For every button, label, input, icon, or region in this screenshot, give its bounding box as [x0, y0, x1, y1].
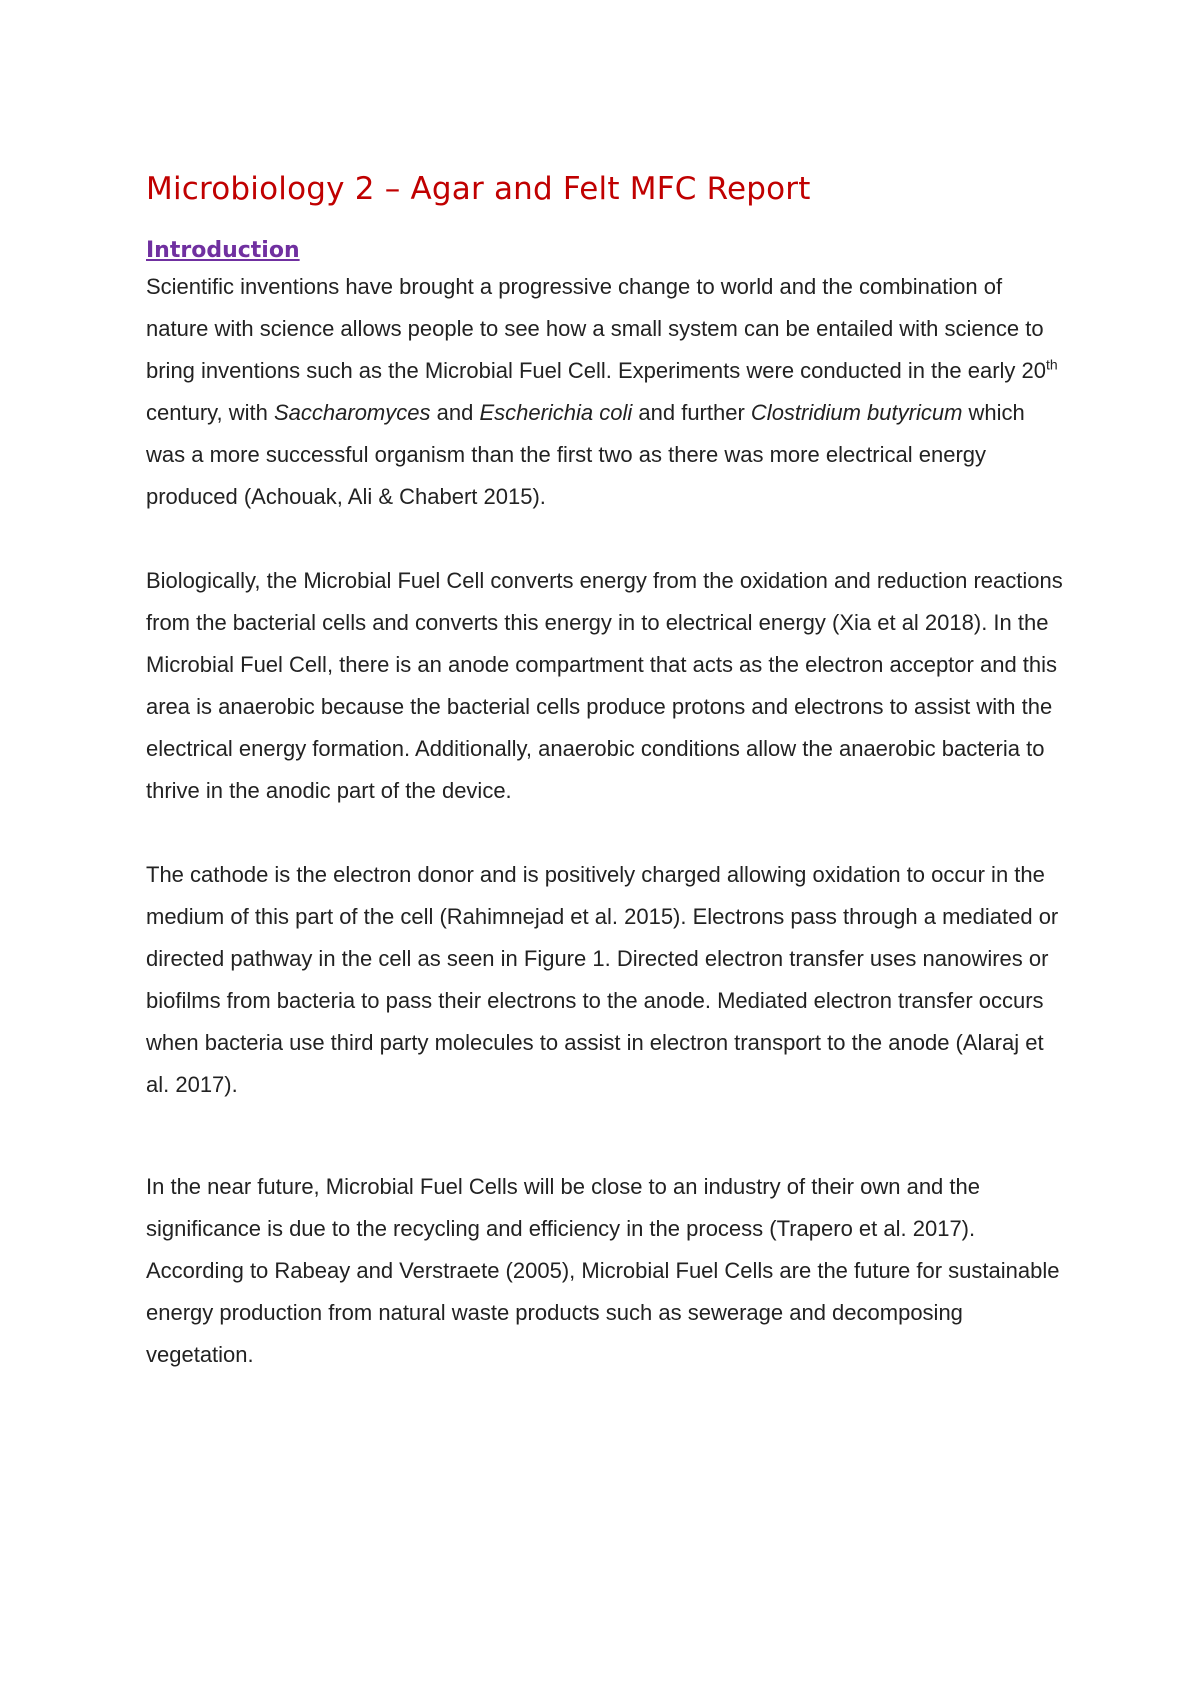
- species-name-escherichia-coli: Escherichia coli: [479, 400, 633, 425]
- section-heading-introduction: Introduction: [146, 238, 300, 263]
- document-title: Microbiology 2 – Agar and Felt MFC Report: [146, 171, 811, 207]
- paragraph-spacer: [146, 518, 1066, 560]
- paragraph-1-text-a: Scientific inventions have brought a progressive change to world and the combination of nature with science allows people to see how a small system can be entailed with science to bring inventions such as the Microbial Fuel Cell. Experiments were conducted in the early 20: [146, 274, 1047, 383]
- paragraph-2: Biologically, the Microbial Fuel Cell converts energy from the oxidation and reduction reactions from the bacterial cells and converts this energy in to electrical energy (Xia et al 2018). In the Microbial Fuel Cell, there is an anode compartment that acts as the electron acceptor and this area is anaerobic because the bacterial cells produce protons and electrons to assist with the electrical energy formation. Additionally, anaerobic conditions allow the anaerobic bacteria to thrive in the anodic part of the device.: [146, 568, 1063, 803]
- species-name-clostridium-butyricum: Clostridium butyricum: [750, 400, 963, 425]
- document-content: [146, 168, 1066, 1376]
- paragraph-4: In the near future, Microbial Fuel Cells will be close to an industry of their own and the significance is due to the recycling and efficiency in the process (Trapero et al. 2017). According to Rabeay and Verstraete (2005), Microbial Fuel Cells are the future for sustainable energy production from natural waste products such as sewerage and decomposing vegetation.: [146, 1174, 1060, 1367]
- paragraph-3: The cathode is the electron donor and is positively charged allowing oxidation to occur in the medium of this part of the cell (Rahimnejad et al. 2015). Electrons pass through a mediated or directed pathway in the cell as seen in Figure 1. Directed electron transfer uses nanowires or biofilms from bacteria to pass their electrons to the anode. Mediated electron transfer occurs when bacteria use third party molecules to assist in electron transport to the anode (Alaraj et al. 2017).: [146, 862, 1059, 1097]
- paragraph-spacer: [146, 812, 1066, 854]
- species-name-saccharomyces: Saccharomyces: [273, 400, 431, 425]
- paragraph-1-text-c: and: [430, 400, 480, 425]
- ordinal-superscript: th: [1046, 356, 1058, 373]
- paragraph-1: [146, 266, 1066, 518]
- paragraph-1-text-e: which was a more successful organism than the first two as there was more electrical energy produced (Achouak, Ali & Chabert 2015).: [146, 400, 1025, 509]
- paragraph-1-text-b: century, with: [146, 400, 274, 425]
- paragraph-1-text-d: and further: [632, 400, 751, 425]
- paragraph-spacer: [146, 1106, 1066, 1166]
